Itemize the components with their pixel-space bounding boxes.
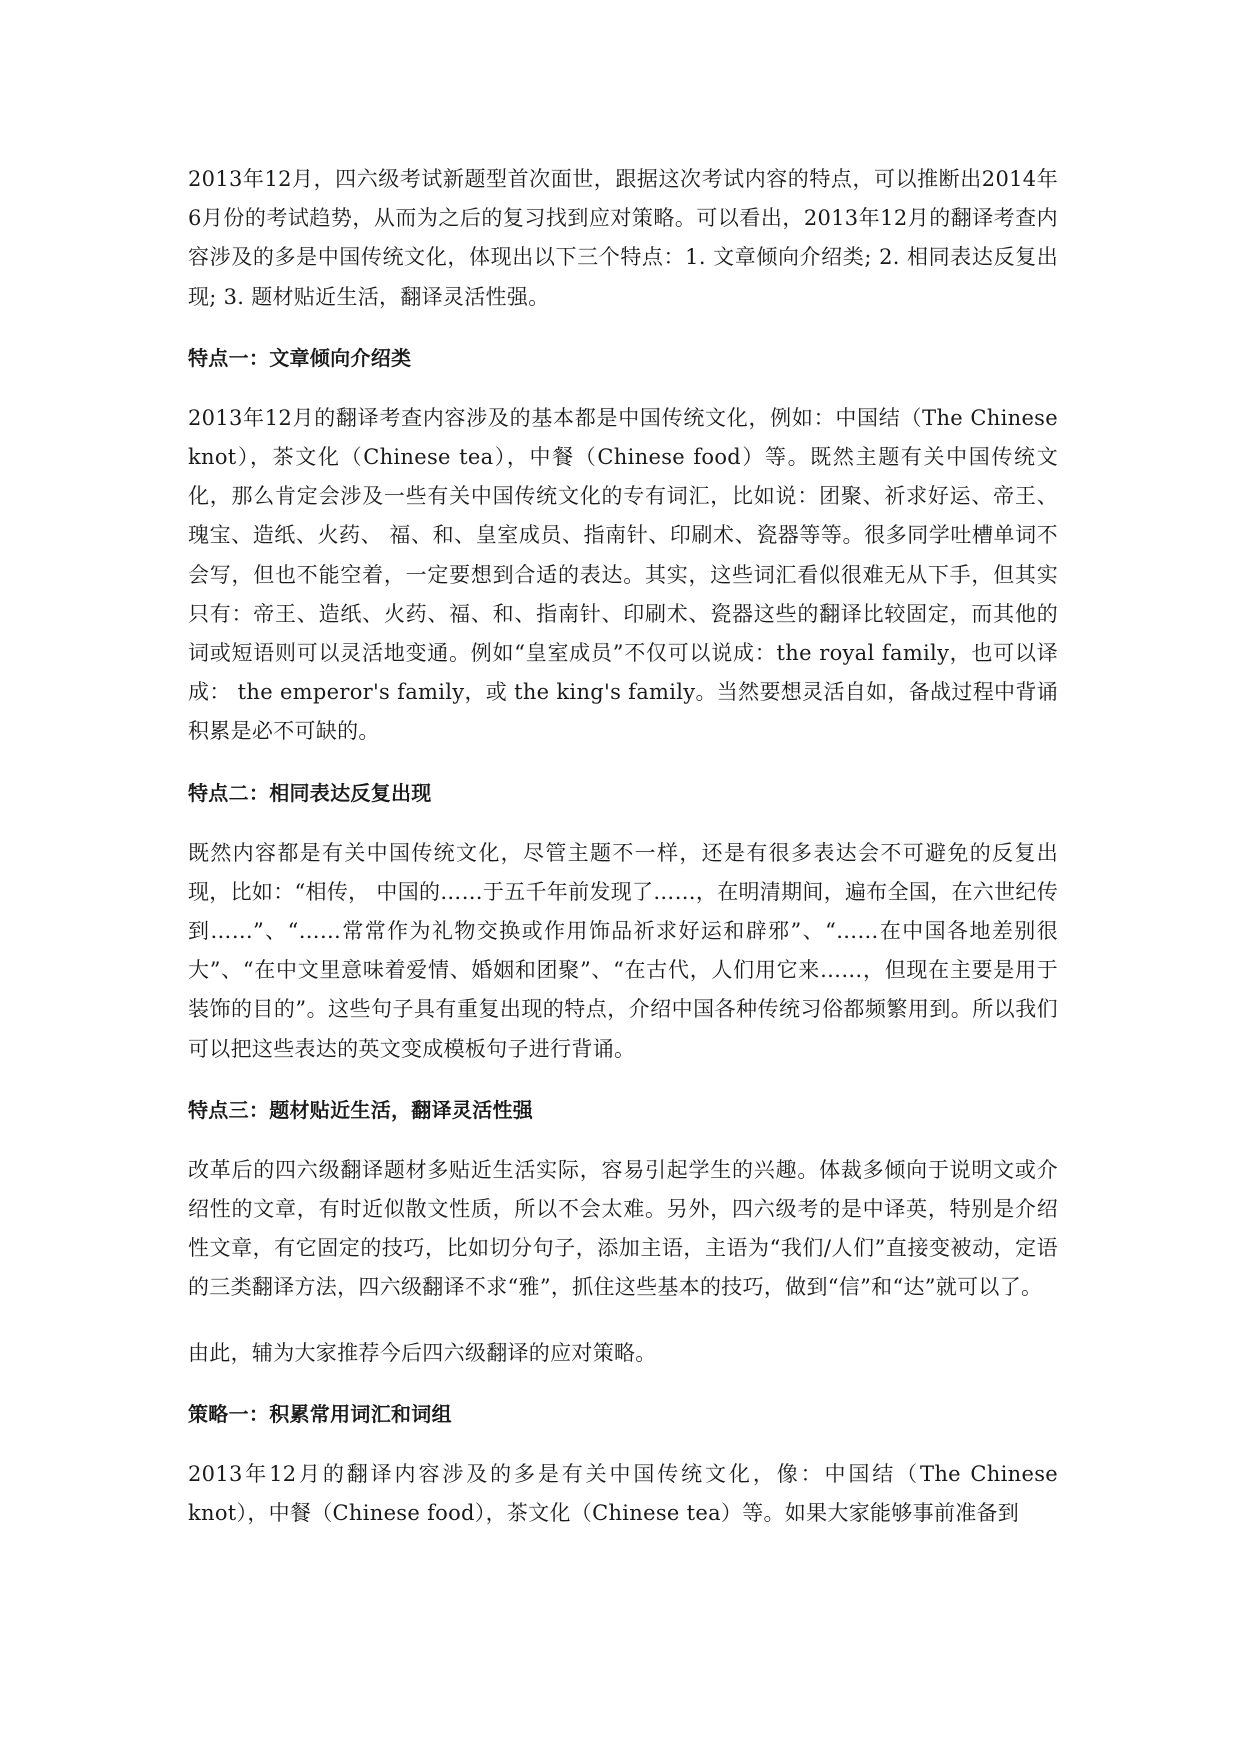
- transition-paragraph: 由此，辅为大家推荐今后四六级翻译的应对策略。: [188, 1340, 657, 1365]
- intro-paragraph: 2013年12月，四六级考试新题型首次面世，跟据这次考试内容的特点，可以推断出2014年6月份的考试趋势，从而为之后的复习找到应对策略。可以看出，2013年12月的翻译考查内容涉及的多是中国传统文化，体现出以下三个特点：1. 文章倾向介绍类; 2. 相同表达反复出现; 3. 题材贴近生活，翻译灵活性强。: [188, 167, 1058, 309]
- feature3-paragraph: 改革后的四六级翻译题材多贴近生活实际，容易引起学生的兴趣。体裁多倾向于说明文或介绍性的文章，有时近似散文性质，所以不会太难。另外，四六级考的是中译英，特别是介绍性文章，有它固定的技巧，比如切分句子，添加主语，主语为“我们/人们”直接变被动，定语的三类翻译方法，四六级翻译不求“雅”，抓住这些基本的技巧，做到“信”和“达”就可以了。: [188, 1157, 1058, 1300]
- strategy1-paragraph: 2013年12月的翻译内容涉及的多是有关中国传统文化，像：中国结（The Chinese knot），中餐（Chinese food），茶文化（Chinese tea）等。如果大家能够事前准备到: [188, 1461, 1058, 1526]
- feature1-heading: 特点一：文章倾向介绍类: [188, 345, 412, 370]
- document-page: [188, 160, 1058, 1533]
- strategy1-heading: 策略一：积累常用词汇和词组: [188, 1401, 452, 1426]
- feature1-paragraph: 2013年12月的翻译考查内容涉及的基本都是中国传统文化，例如：中国结（The Chinese knot），茶文化（Chinese tea），中餐（Chinese food）等。既然主题有关中国传统文化，那么肯定会涉及一些有关中国传统文化的专有词汇，比如说：团聚、祈求好运、帝王、瑰宝、造纸、火药、 福、和、皇室成员、指南针、印刷术、瓷器等等。很多同学吐槽单词不会写，但也不能空着，一定要想到合适的表达。其实，这些词汇看似很难无从下手，但其实只有：帝王、造纸、火药、福、和、指南针、印刷术、瓷器这些的翻译比较固定，而其他的词或短语则可以灵活地变通。例如“皇室成员”不仅可以说成：the royal family，也可以译成： the emperor's family，或 the king's family。当然要想灵活自如，备战过程中背诵积累是必不可缺的。: [188, 405, 1058, 744]
- feature2-paragraph: 既然内容都是有关中国传统文化，尽管主题不一样，还是有很多表达会不可避免的反复出现，比如：“相传， 中国的……于五千年前发现了……，在明清期间，遍布全国，在六世纪传到……”、“……常常作为礼物交换或作用饰品祈求好运和辟邪”、“……在中国各地差别很大”、“在中文里意味着爱情、婚姻和团聚”、“在古代，人们用它来……，但现在主要是用于装饰的目的”。这些句子具有重复出现的特点，介绍中国各种传统习俗都频繁用到。所以我们可以把这些表达的英文变成模板句子进行背诵。: [188, 840, 1059, 1061]
- feature3-heading: 特点三：题材贴近生活，翻译灵活性强: [188, 1097, 534, 1122]
- feature2-heading: 特点二：相同表达反复出现: [188, 780, 432, 805]
